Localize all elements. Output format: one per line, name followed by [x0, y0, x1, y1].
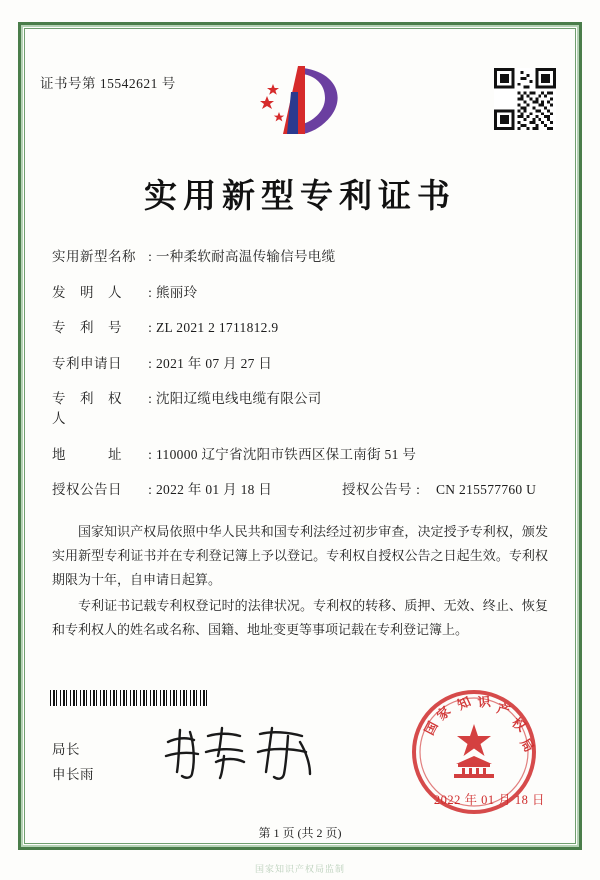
field-value: 沈阳辽缆电线电缆有限公司 — [156, 391, 322, 406]
svg-text:产: 产 — [494, 701, 512, 720]
svg-text:权: 权 — [508, 715, 529, 736]
legal-body-text — [52, 520, 548, 644]
certificate-number: 证书号第 15542621 号 — [40, 76, 176, 91]
page-indicator: 第 1 页 (共 2 页) — [258, 826, 342, 840]
field-label: 授权公告日 — [52, 482, 122, 497]
field-label: 专 利 权 人 — [52, 391, 136, 426]
field-row-patentee — [52, 387, 548, 427]
field-value: 熊丽玲 — [156, 284, 198, 300]
field-value: ZL 2021 2 1711812.9 — [156, 320, 279, 335]
director-title-label: 局长 — [52, 742, 80, 757]
field-colon: : — [148, 446, 152, 462]
director-name: 申长雨 — [52, 766, 94, 782]
field-label: 发 明 人 — [52, 284, 122, 300]
field-row-inventor — [52, 281, 548, 301]
footer-watermark: 国家知识产权局监制 — [254, 864, 345, 874]
field-value: 2022 年 01 月 18 日 — [156, 482, 273, 497]
body-paragraph-2: 专利证书记载专利权登记时的法律状况。专利权的转移、质押、无效、终止、恢复和专利权人的姓名或名称、国籍、地址变更等事项记载在专利登记簿上。 — [52, 598, 548, 638]
field-row-application-date — [52, 352, 548, 372]
svg-text:知: 知 — [455, 694, 474, 714]
handwritten-signature-icon — [160, 722, 325, 784]
field-label: 专 利 号 — [52, 320, 122, 335]
patent-office-logo-icon — [243, 62, 353, 140]
field-row-grant-announcement — [52, 478, 548, 498]
svg-text:局: 局 — [516, 736, 537, 756]
svg-text:识: 识 — [477, 694, 492, 711]
field-colon: : — [148, 355, 152, 371]
field-row-invention-name — [52, 245, 548, 265]
barcode — [50, 690, 210, 706]
qr-code — [494, 68, 556, 130]
body-paragraph-1: 国家知识产权局依照中华人民共和国专利法经过初步审查，决定授予专利权，颁发实用新型专利证书并在专利登记簿上予以登记。专利权自授权公告之日起生效。专利权期限为十年，自申请日起算。 — [52, 524, 548, 588]
field-list — [52, 245, 548, 514]
field-colon: : — [148, 391, 152, 406]
field-colon: : — [148, 249, 152, 264]
svg-text:家: 家 — [434, 704, 455, 724]
seal-date: 2022 年 01 月 18 日 — [433, 793, 545, 807]
field-colon: : — [148, 320, 152, 335]
field-row-patent-number — [52, 316, 548, 336]
svg-text:国: 国 — [422, 719, 442, 738]
field-label: 地 址 — [52, 446, 122, 462]
field-colon: : — [148, 482, 152, 497]
field-sub-value: CN 215577760 U — [436, 482, 537, 497]
field-label: 实用新型名称 — [52, 249, 136, 264]
field-label: 专利申请日 — [52, 355, 122, 371]
field-colon: : — [148, 284, 152, 300]
field-row-address — [52, 443, 548, 463]
document-title: 实用新型专利证书 — [144, 176, 456, 215]
field-value: 110000 辽宁省沈阳市铁西区保工南街 51 号 — [156, 446, 417, 462]
field-sub-label: 授权公告号 — [342, 482, 412, 497]
field-value: 2021 年 07 月 27 日 — [156, 355, 273, 371]
field-value: 一种柔软耐高温传输信号电缆 — [156, 249, 336, 264]
signature-block — [52, 738, 94, 788]
field-sub-colon: : — [416, 482, 420, 497]
